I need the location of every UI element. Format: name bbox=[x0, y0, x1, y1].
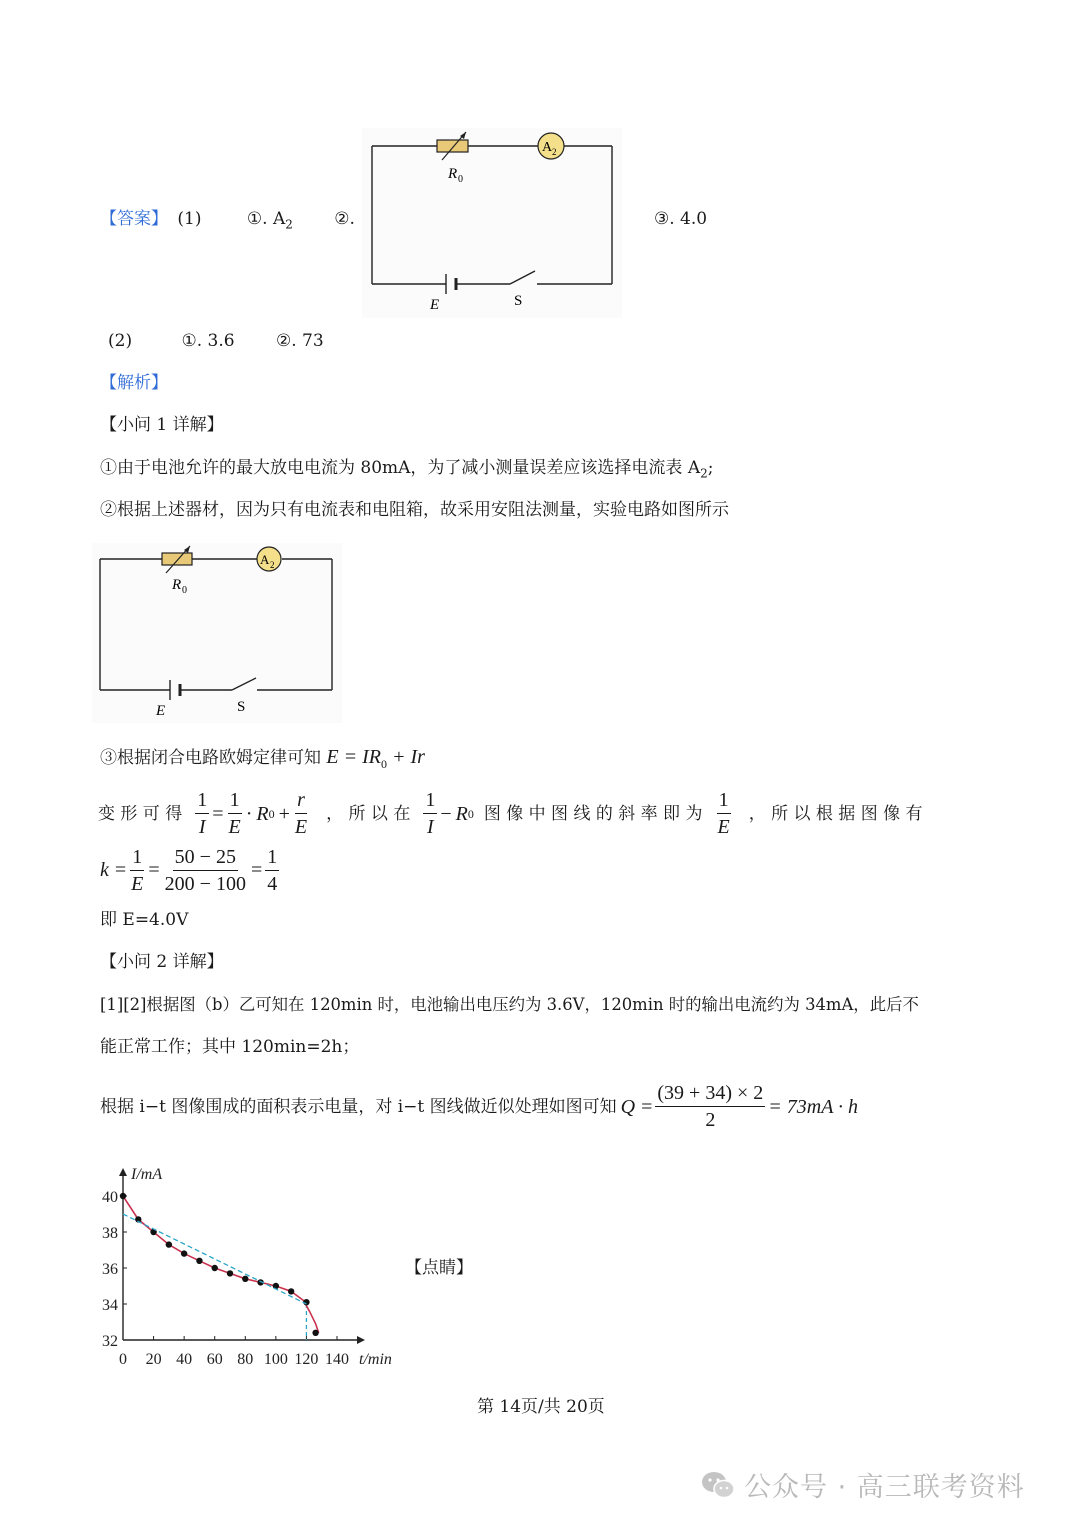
answer-part1: (1) bbox=[177, 209, 202, 229]
page-footer: 第 14页/共 20页 bbox=[477, 1397, 605, 1417]
answer-item3: ③. 4.0 bbox=[654, 209, 708, 229]
y-tick-label: 36 bbox=[102, 1261, 118, 1278]
q2-line3: 根据 i−t 图像围成的面积表示电量，对 i−t 图线做近似处理如图可知 Q = $\frac{(39 + 34) \times 2}{2}$ = 73mA · h bbox=[100, 1082, 859, 1131]
x-tick-label: 80 bbox=[237, 1351, 254, 1368]
x-tick-label: 60 bbox=[206, 1351, 223, 1368]
axis-expression: $\frac{1}{I}$ − R 0 bbox=[425, 789, 474, 838]
wechat-icon bbox=[700, 1470, 736, 1500]
analysis-label: 【解析】 bbox=[100, 373, 168, 393]
switch-label: S bbox=[514, 293, 523, 309]
data-point bbox=[196, 1258, 202, 1264]
q1-line5: 即 E=4.0V bbox=[100, 910, 189, 930]
data-point bbox=[242, 1276, 248, 1282]
q2-heading: 【小问 2 详解】 bbox=[100, 952, 224, 972]
data-point bbox=[166, 1241, 172, 1247]
answer-line-2 bbox=[108, 329, 324, 353]
x-tick-label: 40 bbox=[176, 1351, 193, 1368]
watermark-text: 公众号 · 高三联考资料 bbox=[744, 1472, 1025, 1503]
resistor-sub: 0 bbox=[458, 174, 463, 185]
resistor-label: R bbox=[448, 166, 458, 182]
battery-label: E bbox=[156, 703, 166, 719]
ammeter-label: A bbox=[260, 552, 270, 567]
switch-label: S bbox=[237, 699, 246, 715]
q1-line4: 变 形 可 得 $\frac{1}{I}$ = $\frac{1}{E}$ · R 0 + $\frac{r}{E}$ ， 所 以 在 $\frac{1}{I}$ − R 0 图 像 中 图 线 的 斜 率 即 为 $\frac{1}{E}$ ， 所 以 根 据 图 像 有 bbox=[98, 789, 923, 838]
watermark bbox=[700, 1465, 1025, 1504]
equation-ohm: $E = IR_0 + Ir$ bbox=[326, 746, 425, 771]
fitted-curve bbox=[123, 1196, 319, 1333]
answer-line bbox=[100, 207, 355, 236]
answer-label: 【答案】 bbox=[100, 209, 168, 229]
y-tick-label: 38 bbox=[102, 1225, 118, 1242]
ammeter-sub: 2 bbox=[552, 147, 557, 157]
data-point bbox=[312, 1330, 318, 1336]
current-time-chart bbox=[92, 1158, 412, 1373]
data-point bbox=[181, 1250, 187, 1256]
q1-line2: ②根据上述器材，因为只有电流表和电阻箱，故采用安阻法测量，实验电路如图所示 bbox=[100, 500, 729, 520]
battery-label: E bbox=[430, 297, 440, 313]
answer-part2: (2) bbox=[108, 331, 133, 351]
x-tick-label: 20 bbox=[145, 1351, 162, 1368]
answer-item4: ①. 3.6 bbox=[181, 331, 235, 351]
data-point bbox=[273, 1283, 279, 1289]
data-point bbox=[288, 1288, 294, 1294]
dianjing-label: 【点睛】 bbox=[405, 1258, 473, 1278]
slope-expression: $\frac{1}{E}$ bbox=[717, 789, 730, 838]
y-axis-label: I/mA bbox=[131, 1166, 163, 1183]
circuit-diagram-analysis bbox=[92, 543, 342, 723]
answer-item1: ①. $A_2$ bbox=[246, 209, 293, 232]
x-tick-label: 100 bbox=[263, 1351, 288, 1368]
circuit-diagram-answer bbox=[362, 128, 622, 318]
y-tick-label: 34 bbox=[102, 1297, 118, 1314]
resistor-label: R bbox=[172, 577, 182, 593]
variable-resistor-icon bbox=[162, 553, 192, 565]
y-tick-label: 40 bbox=[102, 1189, 118, 1206]
ammeter-sub: 2 bbox=[270, 560, 275, 570]
q1-line3: ③根据闭合电路欧姆定律可知 $E = IR_0 + Ir$ bbox=[100, 746, 425, 771]
y-tick-label: 32 bbox=[102, 1333, 118, 1350]
equation-slope: k = $\frac{1}{E}$ = $\frac{50 - 25}{200 - 100}$ = $\frac{1}{4}$ bbox=[100, 846, 278, 895]
data-point bbox=[227, 1270, 233, 1276]
x-axis-label: t/min bbox=[359, 1351, 392, 1368]
y-axis-arrow bbox=[119, 1168, 127, 1176]
q1-heading: 【小问 1 详解】 bbox=[100, 415, 224, 435]
equation-transform: $\frac{1}{I}$ = $\frac{1}{E}$ · R 0 + $\frac{r}{E}$ bbox=[197, 789, 308, 838]
variable-resistor-icon bbox=[437, 140, 468, 152]
x-tick-label: 140 bbox=[325, 1351, 349, 1368]
answer-item2: ②. bbox=[334, 209, 355, 229]
answer-item5: ②. 73 bbox=[276, 331, 324, 351]
data-point bbox=[212, 1265, 218, 1271]
equation-charge: Q = $\frac{(39 + 34) \times 2}{2}$ = 73mA · h bbox=[620, 1082, 859, 1131]
approx-dashed-line bbox=[123, 1214, 306, 1304]
data-point bbox=[120, 1193, 126, 1199]
x-tick-label: 0 bbox=[119, 1351, 127, 1368]
q2-line1: [1][2]根据图（b）乙可知在 120min 时，电池输出电压约为 3.6V，120min 时的输出电流约为 34mA，此后不 bbox=[100, 995, 919, 1014]
ammeter-label: A bbox=[542, 140, 553, 155]
x-axis-arrow bbox=[357, 1336, 365, 1344]
x-tick-label: 120 bbox=[294, 1351, 319, 1368]
q2-line2: 能正常工作；其中 120min=2h； bbox=[100, 1037, 360, 1057]
q1-line1: ①由于电池允许的最大放电电流为 80mA，为了减小测量误差应该选择电流表 $A_2$; bbox=[100, 458, 714, 481]
resistor-sub: 0 bbox=[182, 585, 187, 596]
